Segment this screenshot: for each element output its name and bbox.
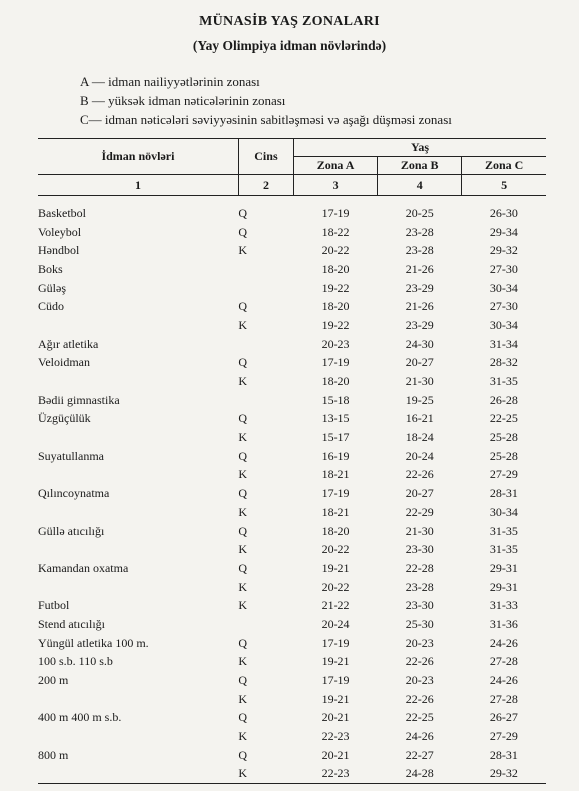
- cell-zone-c: 27-30: [489, 261, 518, 276]
- cell-zone-c: 31-36: [489, 616, 518, 631]
- cell-zone-b: 24-26: [405, 729, 434, 744]
- cell-zone-b: 16-21: [405, 411, 434, 426]
- legend-item-c: C— idman nəticələri səviyyəsinin sabitləşməsi və aşağı düşməsi zonası: [80, 112, 452, 127]
- cell-zone-a: 19-21: [321, 560, 350, 575]
- cell-zone-b: 21-26: [405, 261, 434, 276]
- header-age: Yaş: [293, 139, 546, 157]
- col-number-2: 2: [238, 175, 293, 196]
- cell-zone-c: 25-28: [489, 448, 518, 463]
- cell-zone-a: 15-18: [321, 392, 350, 407]
- cell-gender: Q: [238, 560, 248, 575]
- cell-gender: K: [238, 542, 248, 557]
- cell-sport: Voleybol: [38, 224, 82, 239]
- column-number-row: [38, 175, 546, 196]
- cell-sport: Stend atıcılığı: [38, 616, 105, 631]
- table-row: [38, 410, 546, 429]
- cell-sport: Kamandan oxatma: [38, 560, 129, 575]
- cell-gender: Q: [238, 747, 248, 762]
- table-row: [38, 428, 546, 447]
- cell-zone-a: 20-23: [321, 336, 350, 351]
- table-row: [38, 372, 546, 391]
- cell-zone-c: 27-28: [489, 691, 518, 706]
- cell-sport: [38, 428, 238, 447]
- cell-zone-a: 17-19: [321, 486, 350, 501]
- cell-zone-c: 27-29: [489, 467, 518, 482]
- table-row: [38, 578, 546, 597]
- table-row: [38, 484, 546, 503]
- cell-zone-b: 22-28: [405, 560, 434, 575]
- cell-zone-c: 30-34: [489, 504, 518, 519]
- col-number-1: 1: [38, 175, 238, 196]
- cell-zone-c: 30-34: [489, 280, 518, 295]
- table-row: [38, 316, 546, 335]
- cell-sport: [38, 690, 238, 709]
- cell-gender: Q: [238, 635, 248, 650]
- cell-sport: [38, 316, 238, 335]
- cell-sport: 800 m: [38, 747, 69, 762]
- table-row: [38, 196, 546, 223]
- cell-zone-a: 17-19: [321, 205, 350, 220]
- cell-zone-a: 18-21: [321, 504, 350, 519]
- cell-zone-b: 20-24: [405, 448, 434, 463]
- col-number-4: 4: [378, 175, 462, 196]
- cell-gender: Q: [238, 673, 248, 688]
- cell-gender: [238, 615, 293, 634]
- cell-zone-b: 23-29: [405, 317, 434, 332]
- cell-gender: K: [238, 317, 248, 332]
- table-row: [38, 596, 546, 615]
- cell-zone-a: 20-24: [321, 616, 350, 631]
- cell-zone-b: 20-27: [405, 486, 434, 501]
- cell-sport: Suyatullanma: [38, 448, 104, 463]
- cell-zone-b: 21-30: [405, 523, 434, 538]
- cell-zone-a: 19-21: [321, 654, 350, 669]
- cell-gender: K: [238, 729, 248, 744]
- table-row: [38, 354, 546, 373]
- cell-zone-c: 26-28: [489, 392, 518, 407]
- cell-gender: [238, 260, 293, 279]
- cell-sport: 200 m: [38, 673, 69, 688]
- cell-zone-a: 18-20: [321, 523, 350, 538]
- cell-zone-b: 20-25: [405, 205, 434, 220]
- cell-sport: Həndbol: [38, 243, 80, 258]
- cell-sport: [38, 372, 238, 391]
- cell-gender: Q: [238, 205, 248, 220]
- cell-zone-b: 25-30: [405, 616, 434, 631]
- cell-zone-c: 27-29: [489, 729, 518, 744]
- cell-gender: Q: [238, 448, 248, 463]
- table-row: [38, 279, 546, 298]
- cell-zone-a: 15-17: [321, 430, 350, 445]
- cell-zone-c: 29-34: [489, 224, 518, 239]
- cell-zone-b: 24-30: [405, 336, 434, 351]
- cell-zone-a: 20-22: [321, 579, 350, 594]
- legend-item-a: A — idman nailiyyətlərinin zonası: [80, 74, 260, 89]
- cell-zone-a: 19-22: [321, 280, 350, 295]
- cell-gender: K: [238, 598, 248, 613]
- cell-zone-c: 28-31: [489, 747, 518, 762]
- cell-sport: Güllə atıcılığı: [38, 523, 105, 538]
- cell-zone-a: 20-22: [321, 243, 350, 258]
- cell-zone-b: 20-27: [405, 355, 434, 370]
- table-row: [38, 540, 546, 559]
- cell-zone-c: 25-28: [489, 430, 518, 445]
- cell-zone-b: 19-25: [405, 392, 434, 407]
- cell-zone-b: 21-30: [405, 374, 434, 389]
- cell-sport: Basketbol: [38, 205, 86, 220]
- cell-zone-c: 29-32: [489, 766, 518, 781]
- cell-zone-a: 22-23: [321, 766, 350, 781]
- cell-zone-b: 23-30: [405, 542, 434, 557]
- cell-zone-b: 23-28: [405, 243, 434, 258]
- table-row: [38, 559, 546, 578]
- cell-zone-a: 18-21: [321, 467, 350, 482]
- cell-gender: [238, 335, 293, 354]
- cell-zone-a: 20-21: [321, 710, 350, 725]
- table-row: [38, 260, 546, 279]
- table-row: [38, 634, 546, 653]
- table-row: [38, 335, 546, 354]
- cell-zone-a: 20-22: [321, 542, 350, 557]
- page-title: MÜNASİB YAŞ ZONALARI: [199, 14, 380, 29]
- table-bottom-rule: [38, 784, 546, 785]
- table-row: [38, 671, 546, 690]
- cell-zone-a: 18-20: [321, 299, 350, 314]
- cell-sport: Bədii gimnastika: [38, 392, 120, 407]
- header-zone-c: Zona C: [462, 157, 546, 175]
- cell-zone-c: 29-31: [489, 560, 518, 575]
- cell-gender: K: [238, 579, 248, 594]
- cell-zone-a: 17-19: [321, 673, 350, 688]
- zone-legend: [80, 72, 452, 129]
- table-row: [38, 297, 546, 316]
- cell-sport: Veloidman: [38, 355, 90, 370]
- cell-sport: 400 m 400 m s.b.: [38, 710, 122, 725]
- cell-sport: Güləş: [38, 280, 66, 295]
- cell-zone-c: 29-32: [489, 243, 518, 258]
- cell-zone-c: 29-31: [489, 579, 518, 594]
- cell-zone-b: 20-23: [405, 635, 434, 650]
- cell-zone-b: 22-26: [405, 654, 434, 669]
- cell-zone-c: 31-35: [489, 523, 518, 538]
- cell-zone-b: 22-27: [405, 747, 434, 762]
- table-row: [38, 447, 546, 466]
- cell-zone-a: 20-21: [321, 747, 350, 762]
- cell-sport: Qılıncoynatma: [38, 486, 110, 501]
- cell-zone-c: 26-30: [489, 205, 518, 220]
- cell-gender: K: [238, 654, 248, 669]
- cell-zone-c: 31-33: [489, 598, 518, 613]
- cell-gender: Q: [238, 224, 248, 239]
- cell-zone-a: 17-19: [321, 355, 350, 370]
- header-sport: İdman növləri: [38, 139, 238, 175]
- col-number-3: 3: [293, 175, 377, 196]
- cell-zone-a: 16-19: [321, 448, 350, 463]
- cell-zone-b: 22-25: [405, 710, 434, 725]
- header-zone-b: Zona B: [378, 157, 462, 175]
- cell-sport: 100 s.b. 110 s.b: [38, 654, 113, 669]
- cell-sport: [38, 727, 238, 746]
- cell-zone-c: 31-35: [489, 542, 518, 557]
- cell-zone-a: 17-19: [321, 635, 350, 650]
- cell-zone-b: 22-26: [405, 467, 434, 482]
- cell-sport: [38, 540, 238, 559]
- cell-gender: Q: [238, 299, 248, 314]
- table-row: [38, 746, 546, 765]
- page-subtitle: (Yay Olimpiya idman növlərində): [192, 38, 387, 53]
- table-row: [38, 522, 546, 541]
- cell-zone-b: 23-28: [405, 579, 434, 594]
- table-row: [38, 391, 546, 410]
- cell-gender: K: [238, 374, 248, 389]
- table-row: [38, 615, 546, 634]
- cell-zone-c: 28-31: [489, 486, 518, 501]
- table-row: [38, 466, 546, 485]
- cell-gender: [238, 391, 293, 410]
- cell-sport: Futbol: [38, 598, 70, 613]
- cell-gender: Q: [238, 523, 248, 538]
- table-row: [38, 727, 546, 746]
- table-body: [38, 196, 546, 784]
- cell-sport: Cüdo: [38, 299, 65, 314]
- cell-gender: Q: [238, 486, 248, 501]
- table-row: [38, 653, 546, 672]
- col-number-5: 5: [462, 175, 546, 196]
- cell-gender: K: [238, 691, 248, 706]
- age-zones-table: [38, 138, 546, 784]
- cell-zone-a: 22-23: [321, 729, 350, 744]
- cell-zone-c: 26-27: [489, 710, 518, 725]
- table-row: [38, 690, 546, 709]
- cell-zone-a: 18-22: [321, 224, 350, 239]
- cell-sport: [38, 466, 238, 485]
- cell-sport: Ağır atletika: [38, 336, 99, 351]
- cell-gender: [238, 279, 293, 298]
- cell-sport: [38, 503, 238, 522]
- table-row: [38, 503, 546, 522]
- cell-gender: Q: [238, 355, 248, 370]
- cell-zone-c: 31-35: [489, 374, 518, 389]
- cell-zone-b: 22-29: [405, 504, 434, 519]
- table-row: [38, 709, 546, 728]
- cell-zone-c: 31-34: [489, 336, 518, 351]
- cell-zone-c: 30-34: [489, 317, 518, 332]
- header-gender: Cins: [238, 139, 293, 175]
- cell-zone-c: 27-30: [489, 299, 518, 314]
- cell-zone-a: 21-22: [321, 598, 350, 613]
- table-header-row: [38, 139, 546, 157]
- cell-sport: Yüngül atletika 100 m.: [38, 635, 149, 650]
- cell-zone-c: 24-26: [489, 673, 518, 688]
- cell-zone-a: 19-22: [321, 317, 350, 332]
- cell-gender: Q: [238, 710, 248, 725]
- header-zone-a: Zona A: [293, 157, 377, 175]
- cell-zone-b: 22-26: [405, 691, 434, 706]
- cell-zone-a: 18-20: [321, 261, 350, 276]
- legend-item-b: B — yüksək idman nəticələrinin zonası: [80, 93, 286, 108]
- cell-sport: Üzgüçülük: [38, 411, 91, 426]
- cell-zone-a: 19-21: [321, 691, 350, 706]
- cell-zone-c: 24-26: [489, 635, 518, 650]
- cell-gender: K: [238, 504, 248, 519]
- cell-sport: [38, 765, 238, 784]
- cell-zone-c: 28-32: [489, 355, 518, 370]
- cell-zone-b: 18-24: [405, 430, 434, 445]
- cell-gender: K: [238, 467, 248, 482]
- cell-zone-a: 13-15: [321, 411, 350, 426]
- cell-gender: K: [238, 430, 248, 445]
- cell-zone-b: 21-26: [405, 299, 434, 314]
- cell-gender: Q: [238, 411, 248, 426]
- cell-sport: [38, 578, 238, 597]
- cell-zone-c: 22-25: [489, 411, 518, 426]
- cell-sport: Boks: [38, 261, 63, 276]
- cell-gender: K: [238, 766, 248, 781]
- cell-gender: K: [238, 243, 248, 258]
- cell-zone-b: 23-28: [405, 224, 434, 239]
- table-row: [38, 241, 546, 260]
- table-row: [38, 223, 546, 242]
- cell-zone-c: 27-28: [489, 654, 518, 669]
- cell-zone-b: 23-30: [405, 598, 434, 613]
- cell-zone-b: 20-23: [405, 673, 434, 688]
- table-row: [38, 765, 546, 784]
- cell-zone-b: 24-28: [405, 766, 434, 781]
- cell-zone-b: 23-29: [405, 280, 434, 295]
- cell-zone-a: 18-20: [321, 374, 350, 389]
